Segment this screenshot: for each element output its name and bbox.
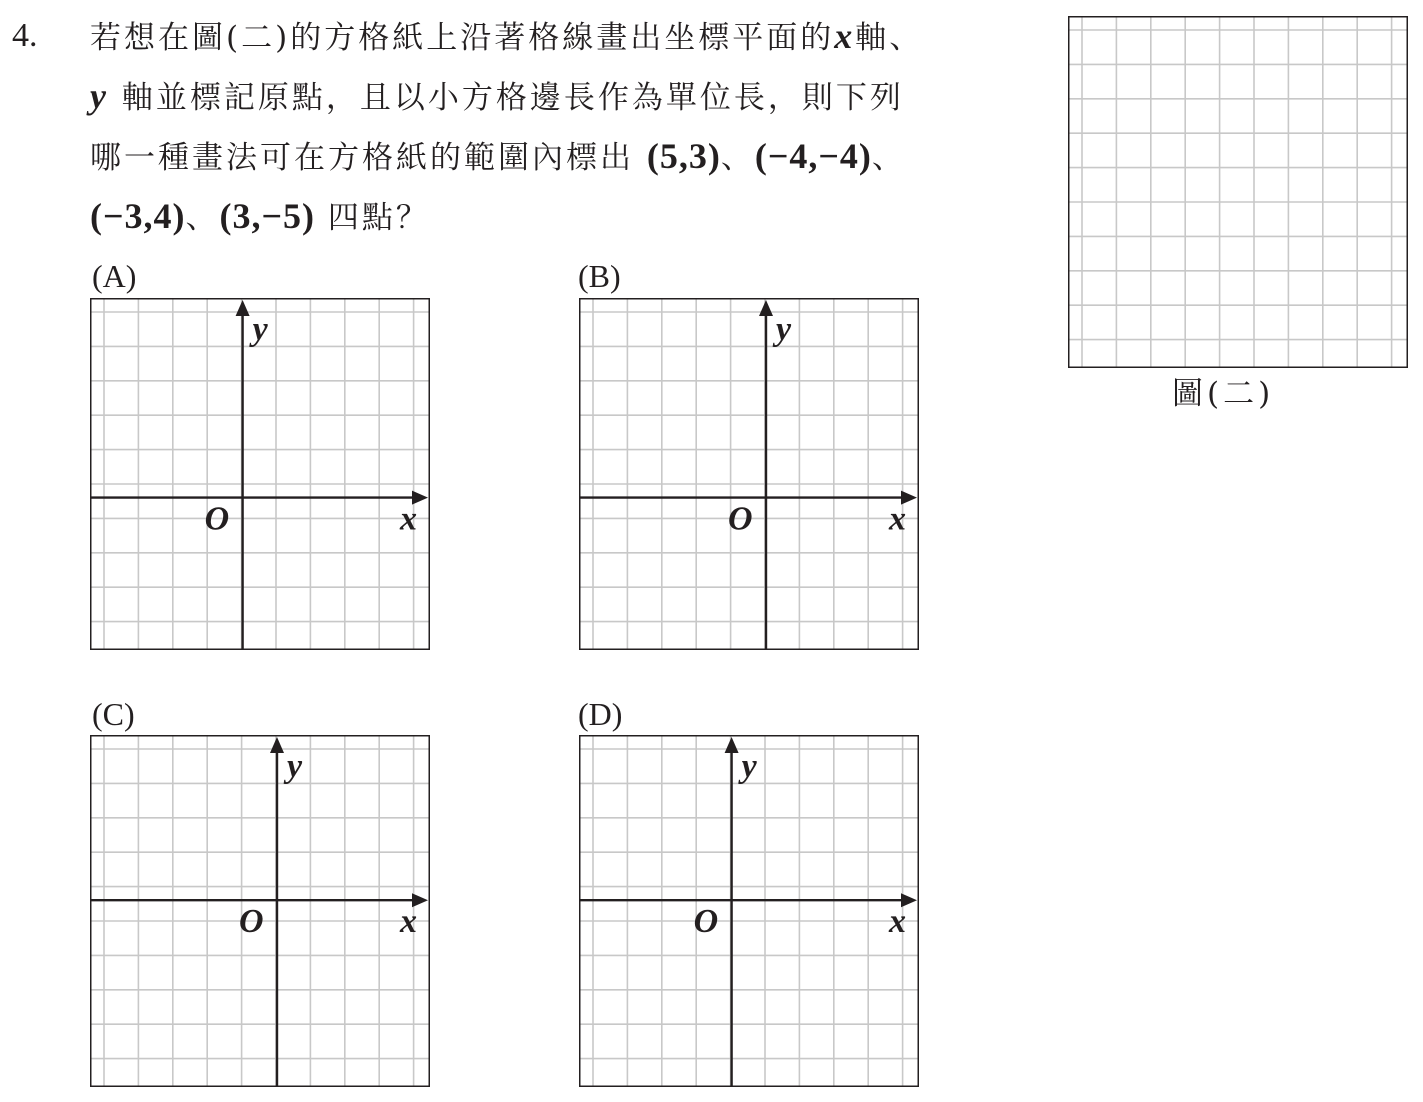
option-a-label: (A) — [92, 258, 137, 294]
y-axis-arrow-icon — [759, 300, 773, 316]
point-3: (−3,4) — [90, 196, 186, 236]
option-c-label: (C) — [92, 696, 135, 732]
point-2: (−4,−4) — [754, 136, 872, 176]
x-axis-label: x — [400, 500, 417, 538]
grid-lines — [579, 735, 919, 1087]
origin-label: O — [728, 500, 753, 538]
option-c-grid[interactable] — [90, 735, 430, 1087]
y-axis-symbol: y — [90, 76, 109, 116]
question-line-2 — [90, 74, 904, 120]
figure-2-grid-paper — [1068, 16, 1408, 368]
x-axis-label: x — [889, 500, 906, 538]
y-axis-label: y — [252, 311, 268, 348]
question-text: 若想在圖 — [90, 20, 226, 56]
figure-2-caption: 圖(二) — [1172, 376, 1275, 412]
grid-lines — [579, 298, 919, 650]
question-text: 軸並標記原點，且以小方格邊長作為單位長，則下列 — [121, 80, 904, 116]
question-line-1 — [90, 14, 923, 60]
question-number: 4. — [12, 17, 38, 54]
y-axis-label: y — [741, 748, 757, 785]
grid-lines — [90, 298, 430, 650]
question-text: 的方格紙上沿著格線畫出坐標平面的 — [290, 20, 835, 56]
option-b-grid[interactable] — [579, 298, 919, 650]
question-text: 軸、 — [855, 20, 924, 56]
point-1: (5,3) — [646, 136, 721, 176]
x-axis-label: x — [400, 903, 417, 941]
option-b-label: (B) — [578, 258, 621, 294]
question-line-4 — [90, 194, 430, 240]
origin-label: O — [239, 903, 264, 941]
question-text: 哪一種畫法可在方格紙的範圍內標出 — [90, 140, 634, 176]
question-line-3 — [90, 134, 906, 180]
option-d-grid[interactable] — [579, 735, 919, 1087]
origin-label: O — [204, 500, 230, 538]
separator: 、 — [871, 140, 906, 176]
question-text: 四點？ — [327, 200, 430, 236]
y-axis-label: y — [287, 748, 303, 785]
separator: 、 — [720, 140, 755, 176]
figure-reference: (二) — [226, 20, 291, 56]
y-axis-arrow-icon — [725, 737, 739, 753]
x-axis-label: x — [889, 903, 906, 941]
y-axis-arrow-icon — [270, 737, 284, 753]
separator: 、 — [185, 200, 220, 236]
x-axis-symbol: x — [834, 16, 856, 56]
option-a-grid[interactable] — [90, 298, 430, 650]
y-axis-label: y — [776, 311, 792, 348]
point-4: (3,−5) — [219, 196, 315, 236]
y-axis-arrow-icon — [236, 300, 250, 316]
option-d-label: (D) — [578, 696, 623, 732]
origin-label: O — [693, 903, 719, 941]
grid-lines — [1068, 16, 1408, 368]
